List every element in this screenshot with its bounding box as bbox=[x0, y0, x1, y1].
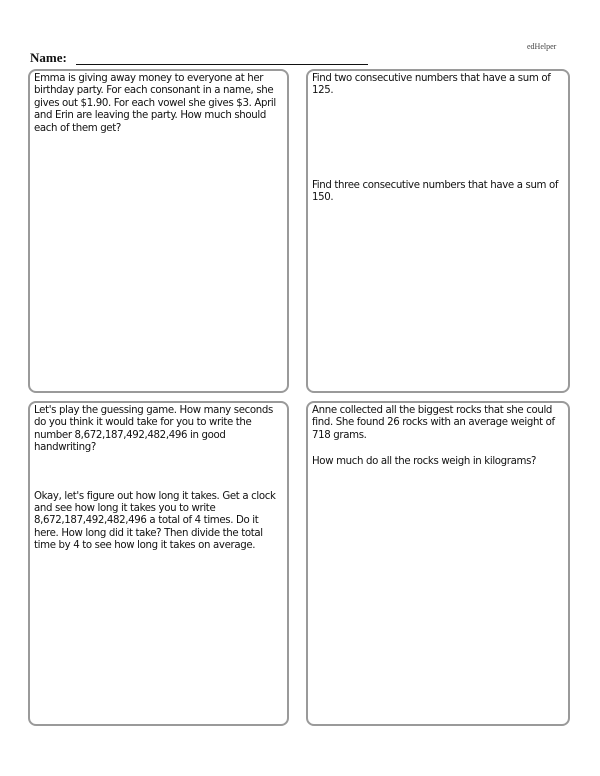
problem-box-4[interactable] bbox=[306, 401, 570, 726]
problem-box-1[interactable] bbox=[28, 69, 289, 393]
problem-4-text-b: How much do all the rocks weigh in kilograms? bbox=[312, 456, 537, 468]
problem-4-text-a: Anne collected all the biggest rocks that she could find. She found 26 rocks with an average weight of 718 grams. bbox=[312, 405, 555, 441]
problem-3-text-a: Let's play the guessing game. How many seconds do you think it would take for you to write the number 8,672,187,492,482,496 in good handwriting? bbox=[34, 405, 273, 454]
problem-box-3[interactable] bbox=[28, 401, 289, 726]
brand-label: edHelper bbox=[527, 42, 557, 51]
problem-3-text-b: Okay, let's figure out how long it takes. Get a clock and see how long it takes you to write 8,672,187,492,482,496 a total of 4 times. Do it here. How long did it take? Then divide the total time by 4 to see how long it takes on average. bbox=[34, 490, 276, 552]
problem-2-text-a: Find two consecutive numbers that have a sum of 125. bbox=[312, 73, 551, 97]
name-label: Name: bbox=[30, 50, 67, 65]
problem-box-2[interactable] bbox=[306, 69, 570, 393]
name-input-line[interactable] bbox=[76, 64, 368, 65]
problem-2-text-b: Find three consecutive numbers that have a sum of 150. bbox=[312, 179, 559, 204]
problem-1-text: Emma is giving away money to everyone at her birthday party. For each consonant in a name, she gives out $1.90. For each vowel she gives $3. April and Erin are leaving the party. How much should each of them get? bbox=[34, 73, 276, 134]
